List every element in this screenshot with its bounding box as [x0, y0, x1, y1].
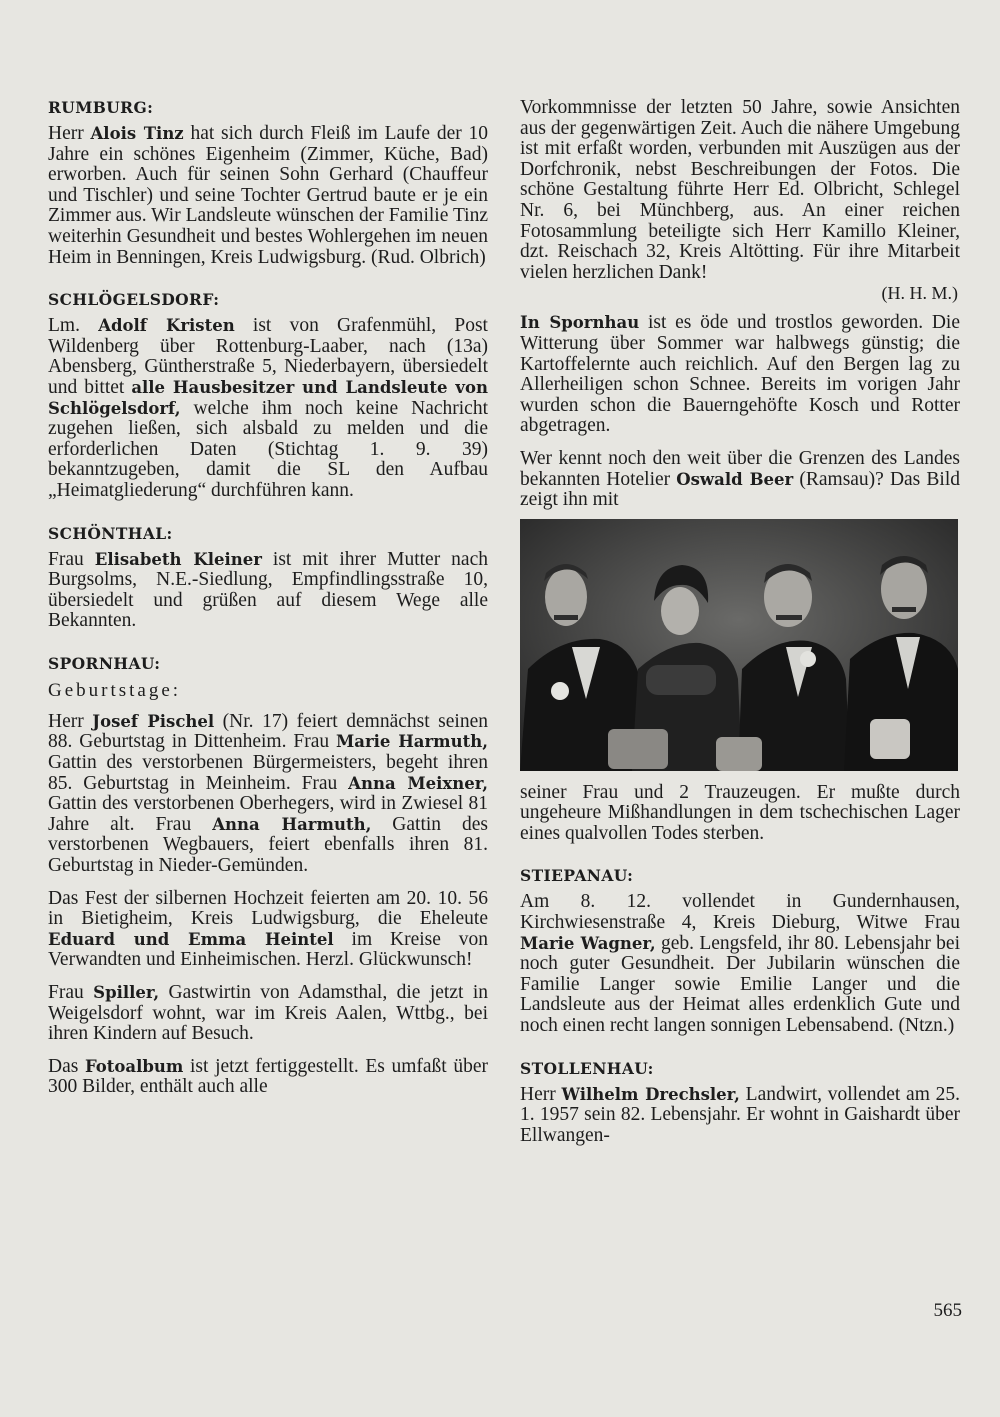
paragraph-fotoalbum-continued: Vorkommnisse der letzten 50 Jahre, sowie Ansichten aus der gegenwärtigen Zeit. Auch die nähere Umgebung ist mit erfaßt worden, verbunden mit Auszügen aus der Dorfchronik, nebst Beschreibungen der Fotos. Die schöne Gestaltung führte Herr Ed. Olbricht, Schlegel Nr. 6, bei Münchberg, aus. An einer reichen Fotosammlung beteiligte sich Herr Kamillo Kleiner, dzt. Reischach 32, Kreis Altötting. Für ihre Mitarbeit vielen herzlichen Dank!: [520, 97, 960, 283]
paragraph-spornhau-spiller: Frau Spiller, Gastwirtin von Adamsthal, die jetzt in Weigelsdorf wohnt, war im Kreis Aalen, Wttbg., bei ihren Kindern auf Besuch.: [48, 982, 488, 1045]
paragraph-photo-caption: seiner Frau und 2 Trauzeugen. Er mußte durch ungeheure Mißhandlungen in dem tschechischen Lager eines qualvollen Todes sterben.: [520, 781, 960, 844]
paragraph-oswald-beer: Wer kennt noch den weit über die Grenzen des Landes bekannten Hotelier Oswald Beer (Ramsau)? Das Bild zeigt ihn mit: [520, 447, 960, 511]
paragraph-stiepanau: Am 8. 12. vollendet in Gundernhausen, Kirchwiesenstraße 4, Kreis Dieburg, Witwe Frau Marie Wagner, geb. Lengsfeld, ihr 80. Lebensjahr bei noch guter Gesundheit. Der Jubilarin wünschen die Familie Langer sowie Emilie Langer und die Landsleute aus der Heimat alles erdenklich Gute und noch einen recht langen sonnigen Lebensabend. (Ntzn.): [520, 891, 960, 1037]
page-number: 565: [933, 1300, 962, 1321]
paragraph-spornhau-wedding: Das Fest der silbernen Hochzeit feierten am 20. 10. 56 in Bietigheim, Kreis Ludwigsburg, die Eheleute Eduard und Emma Heintel im Kreise von Verwandten und Einheimischen. Herzl. Glückwunsch!: [48, 887, 489, 971]
right-column: [520, 98, 960, 1146]
heading-schoenthal: SCHÖNTHAL:: [48, 523, 173, 543]
subheading-geburtstage: Geburtstage:: [48, 679, 182, 701]
paragraph-in-spornhau: In Spornhau ist es öde und trostlos geworden. Die Witterung über Sommer war halbwegs günstig; die Kartoffelernte auch reichlich. Auf den Bergen lag zu Allerheiligen schon Schnee. Bereits im vorigen Jahr wurden schon die Bauerngehöfte Kosch und Rotter abgetragen.: [520, 312, 960, 437]
paragraph-spornhau-birthdays: Herr Josef Pischel (Nr. 17) feiert demnächst seinen 88. Geburtstag in Dittenheim. Frau Marie Harmuth, Gattin des verstorbenen Bürgermeisters, begeht ihren 85. Geburtstag in Meinheim. Frau Anna Meixner, Gattin des verstorbenen Oberhegers, wird in Zwiesel 81 Jahre alt. Frau Anna Harmuth, Gattin des verstorbenen Wegbauers, feiert ebenfalls ihren 81. Geburtstag in Nieder-Gemünden.: [48, 710, 489, 877]
paragraph-stollenhau: Herr Wilhelm Drechsler, Landwirt, vollendet am 25. 1. 1957 sein 82. Lebensjahr. Er wohnt in Gaishardt über Ellwangen-: [520, 1083, 960, 1146]
photo-illustration: [520, 519, 958, 771]
paragraph-schloegelsdorf: Lm. Adolf Kristen ist von Grafenmühl, Post Wildenberg über Rottenburg-Laaber, nach (13a) Abensberg, Güntherstraße 5, Niederbayern, übersiedelt und bittet alle Hausbesitzer und Landsleute von Schlögelsdorf, welche ihm noch keine Nachricht zugehen ließen, sich alsbald zu melden und die erforderlichen Daten (Stichtag 1. 9. 39) bekanntzugeben, damit die SL den Aufbau „Heimatgliederung“ durchführen kann.: [48, 315, 488, 501]
paragraph-schoenthal: Frau Elisabeth Kleiner ist mit ihrer Mutter nach Burgsolms, N.E.-Siedlung, Empfindlingsstraße 10, übersiedelt und grüßen auf diesem Wege alle Bekannten.: [48, 548, 488, 632]
heading-stollenhau: STOLLENHAU:: [520, 1058, 654, 1078]
heading-stiepanau: STIEPANAU:: [520, 866, 634, 886]
photo-group-portrait: [520, 519, 958, 771]
signature: (H. H. M.): [881, 283, 958, 304]
paragraph-rumburg: Herr Alois Tinz hat sich durch Fleiß im Laufe der 10 Jahre ein schönes Eigenheim (Zimmer, Küche, Bad) erworben. Auch für seinen Sohn Gerhard (Chauffeur und Tischler) und seine Tochter Gertrud baute er je ein Zimmer aus. Wir Landsleute wünschen der Familie Tinz weiterhin Gesundheit und bestes Wohlergehen im neuen Heim in Benningen, Kreis Ludwigsburg. (Rud. Olbrich): [48, 123, 488, 268]
left-column: [48, 98, 488, 1098]
heading-rumburg: RUMBURG:: [48, 98, 154, 117]
heading-spornhau: SPORNHAU:: [48, 653, 161, 673]
paragraph-spornhau-fotoalbum: Das Fotoalbum ist jetzt fertiggestellt. Es umfaßt über 300 Bilder, enthält auch alle: [48, 1055, 488, 1098]
heading-schloegelsdorf: SCHLÖGELSDORF:: [48, 290, 220, 310]
